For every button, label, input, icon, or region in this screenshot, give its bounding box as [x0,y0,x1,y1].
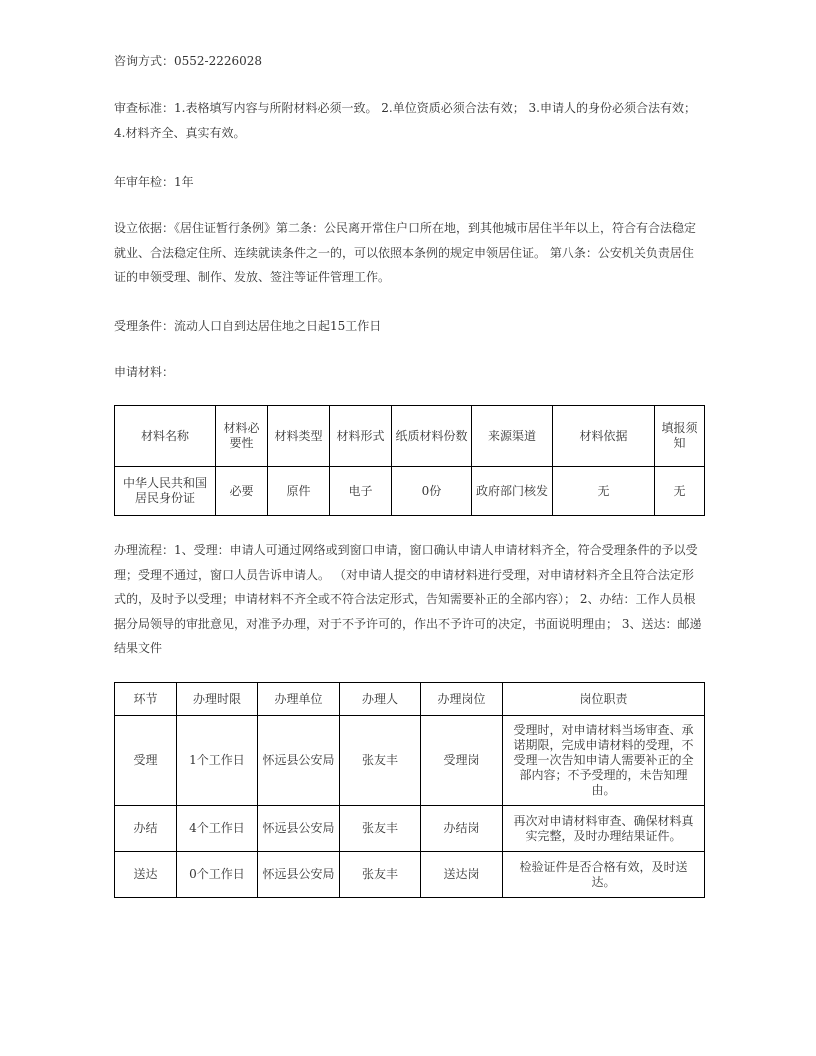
annual-review: 年审年检：1年 [114,175,194,189]
review-standard: 审查标准：1.表格填写内容与所附材料必须一致。 2.单位资质必须合法有效； 3.申请人的身份必须合法有效； 4.材料齐全、真实有效。 [114,101,696,140]
materials-label: 申请材料： [114,365,175,379]
table-cell: 受理岗 [421,716,503,806]
table-cell: 办结 [115,806,177,852]
materials-header-row [115,406,705,467]
table-row [115,852,705,898]
acceptance-conditions: 受理条件：流动人口自到达居住地之日起15工作日 [114,319,382,333]
table-cell: 原件 [268,467,330,516]
table-cell: 必要 [216,467,268,516]
process-header-row [115,683,705,716]
table-cell: 再次对申请材料审查、确保材料真实完整，及时办理结果证件。 [503,806,705,852]
table-cell: 张友丰 [340,852,421,898]
table-cell: 政府部门核发 [472,467,553,516]
table-cell: 无 [553,467,655,516]
header-cell: 材料类型 [268,406,330,467]
table-cell: 办结岗 [421,806,503,852]
table-cell: 怀远县公安局 [258,852,340,898]
table-cell: 中华人民共和国居民身份证 [115,467,216,516]
table-cell: 无 [655,467,705,516]
header-cell: 办理时限 [177,683,258,716]
table-cell: 0个工作日 [177,852,258,898]
header-cell: 环节 [115,683,177,716]
table-row [115,716,705,806]
table-cell: 张友丰 [340,716,421,806]
table-cell: 电子 [330,467,392,516]
header-cell: 岗位职责 [503,683,705,716]
materials-table [114,405,705,516]
establishment-basis: 设立依据：《居住证暂行条例》第二条：公民离开常住户口所在地，到其他城市居住半年以上，符合有合法稳定就业、合法稳定住所、连续就读条件之一的，可以依照本条例的规定申领居住证。 第八条：公安机关负责居住证的申领受理、制作、发放、签注等证件管理工作。 [114,221,697,284]
table-cell: 4个工作日 [177,806,258,852]
table-row [115,467,705,516]
header-cell: 材料名称 [115,406,216,467]
table-row [115,806,705,852]
table-cell: 送达 [115,852,177,898]
table-cell: 怀远县公安局 [258,716,340,806]
header-cell: 来源渠道 [472,406,553,467]
table-cell: 1个工作日 [177,716,258,806]
table-cell: 送达岗 [421,852,503,898]
table-cell: 怀远县公安局 [258,806,340,852]
table-cell: 检验证件是否合格有效，及时送达。 [503,852,705,898]
header-cell: 填报须知 [655,406,705,467]
header-cell: 材料形式 [330,406,392,467]
table-cell: 0份 [392,467,472,516]
process-description: 办理流程：1、受理：申请人可通过网络或到窗口申请，窗口确认申请人申请材料齐全，符合受理条件的予以受理；受理不通过，窗口人员告诉申请人。 （对申请人提交的申请材料进行受理，对申请材料齐全且符合法定形式的，及时予以受理；申请材料不齐全或不符合法定形式，告知需要补正的全部内容）； 2、办结：工作人员根据分局领导的审批意见，对准予办理，对于不予许可的，作出不予许可的决定，书面说明理由； 3、送达：邮递结果文件 [114,543,702,655]
header-cell: 材料依据 [553,406,655,467]
table-cell: 受理时，对申请材料当场审查、承诺期限，完成申请材料的受理，不受理一次告知申请人需要补正的全部内容；不予受理的，未告知理由。 [503,716,705,806]
process-table [114,682,705,898]
table-cell: 张友丰 [340,806,421,852]
consult-line: 咨询方式：0552-2226028 [114,54,263,68]
header-cell: 纸质材料份数 [392,406,472,467]
header-cell: 办理岗位 [421,683,503,716]
header-cell: 办理人 [340,683,421,716]
header-cell: 材料必要性 [216,406,268,467]
header-cell: 办理单位 [258,683,340,716]
table-cell: 受理 [115,716,177,806]
